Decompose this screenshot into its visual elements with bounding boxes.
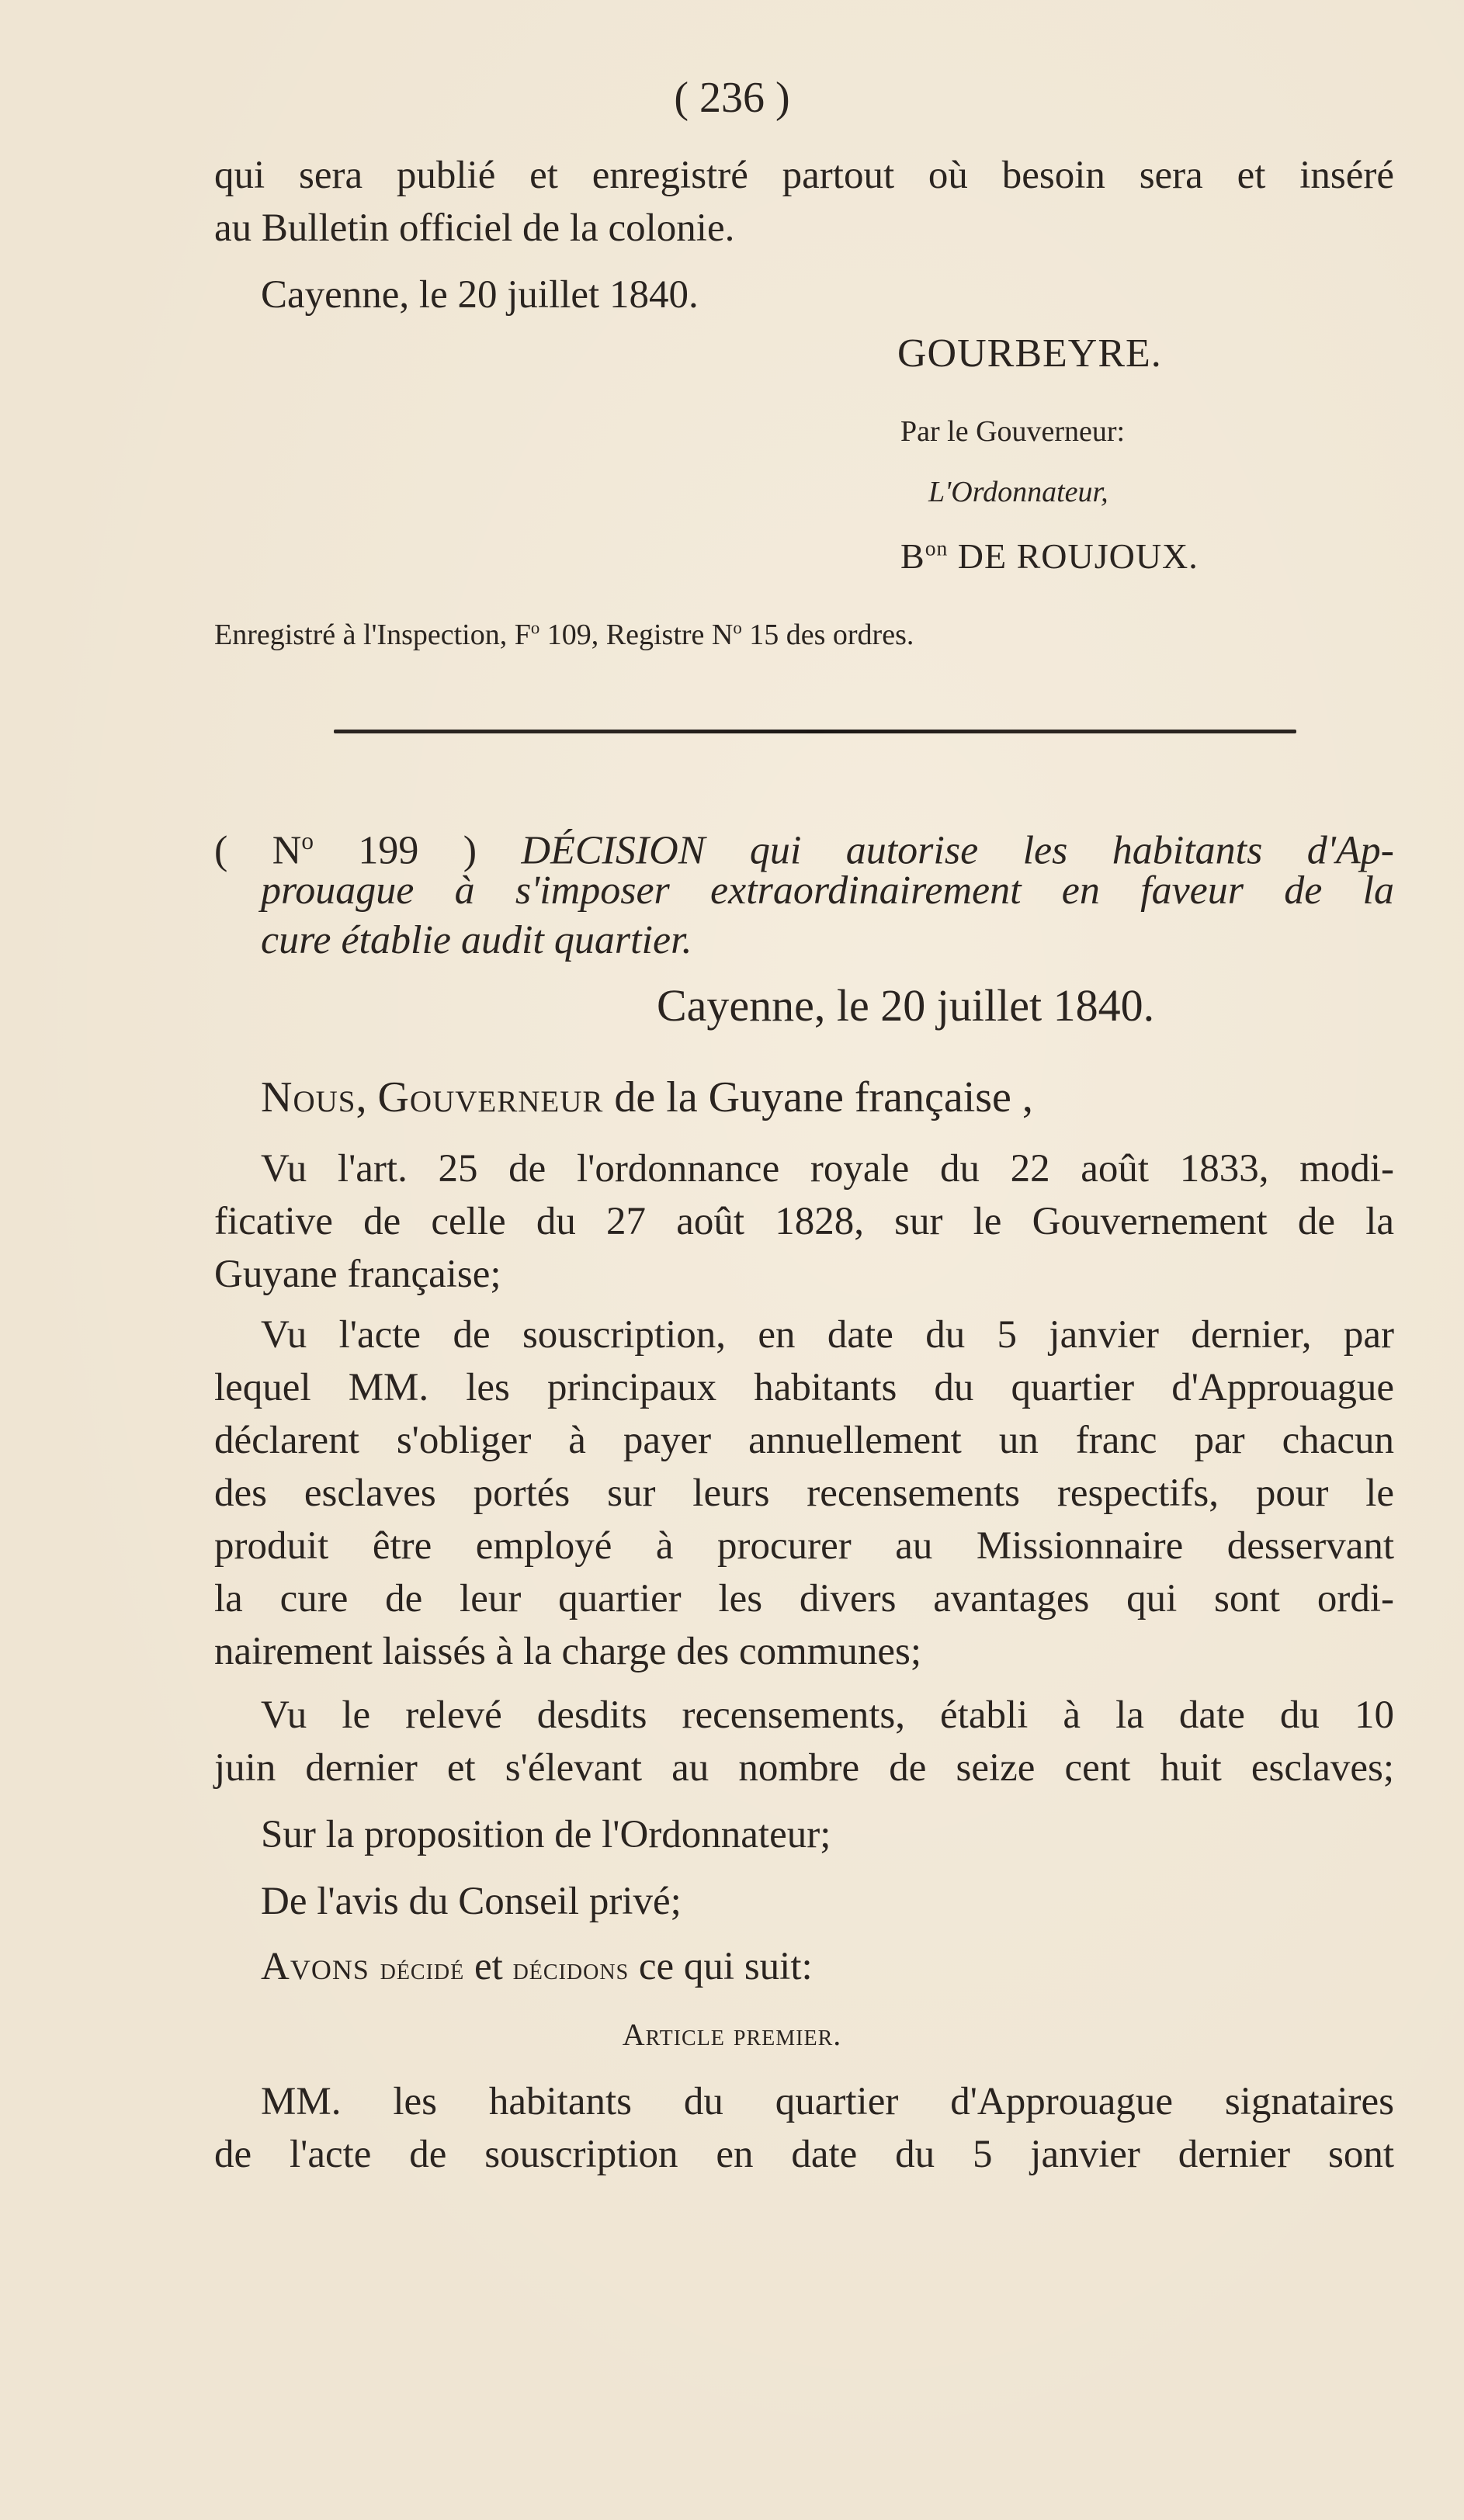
text-line: lequel MM. les principaux habitants du quartier d'Approuague [214, 1366, 1394, 1409]
registration-note: Enregistré à l'Inspection, $F^o$ 109, Registre $N^o$ 15 des ordres. [214, 618, 914, 651]
article-heading: Article premier. [622, 2017, 842, 2052]
decision-heading-line: cure établie audit quartier. [261, 918, 692, 962]
date-line: Cayenne, le 20 juillet 1840. [261, 273, 699, 317]
text-line: Guyane française; [214, 1253, 501, 1296]
page-number: ( 236 ) [674, 74, 790, 122]
text-line: de l'acte de souscription en date du 5 janvier dernier sont [214, 2133, 1394, 2176]
decision-heading-line: prouague à s'imposer extraordinairement en faveur de la [261, 868, 1394, 913]
text-line: ficative de celle du 27 août 1828, sur le Gouvernement de la [214, 1200, 1394, 1243]
text-line: Sur la proposition de l'Ordonnateur; [261, 1813, 831, 1856]
decision-heading: ( $N^o$ 199 ) DÉCISION qui autorise les habitants d'Ap- [214, 827, 1394, 873]
baron-signature: $B^{on}$ DE ROUJOUX. [900, 536, 1199, 576]
text-line: produit être employé à procurer au Missionnaire desservant [214, 1524, 1394, 1568]
text-line: Vu l'acte de souscription, en date du 5 janvier dernier, par [261, 1313, 1394, 1357]
text-line: qui sera publié et enregistré partout où besoin sera et inséré [214, 154, 1394, 197]
text-line: des esclaves portés sur leurs recensements respectifs, pour le [214, 1471, 1394, 1515]
decree-formula: Avons décidé et décidons ce qui suit: [261, 1945, 813, 1988]
text-line: déclarent s'obliger à payer annuellement un franc par chacun [214, 1419, 1394, 1462]
date-line: Cayenne, le 20 juillet 1840. [657, 980, 1155, 1031]
signature-title: L'Ordonnateur, [928, 476, 1108, 508]
text-line: nairement laissés à la charge des communes; [214, 1630, 922, 1673]
text-line: la cure de leur quartier les divers avantages qui sont ordi- [214, 1577, 1394, 1620]
text-line: Vu l'art. 25 de l'ordonnance royale du 22 août 1833, modi- [261, 1147, 1394, 1191]
text-line: MM. les habitants du quartier d'Approuague signataires [261, 2080, 1394, 2123]
text-line: De l'avis du Conseil privé; [261, 1880, 682, 1923]
text-line: au Bulletin officiel de la colonie. [214, 206, 735, 250]
text-line: juin dernier et s'élevant au nombre de seize cent huit esclaves; [214, 1746, 1394, 1790]
preamble: Nous, Gouverneur de la Guyane française , [261, 1073, 1033, 1121]
section-divider [334, 730, 1296, 733]
text-line: Vu le relevé desdits recensements, établi à la date du 10 [261, 1693, 1394, 1737]
signatory-name: GOURBEYRE. [897, 331, 1162, 376]
signature-caption: Par le Gouverneur: [900, 415, 1126, 448]
